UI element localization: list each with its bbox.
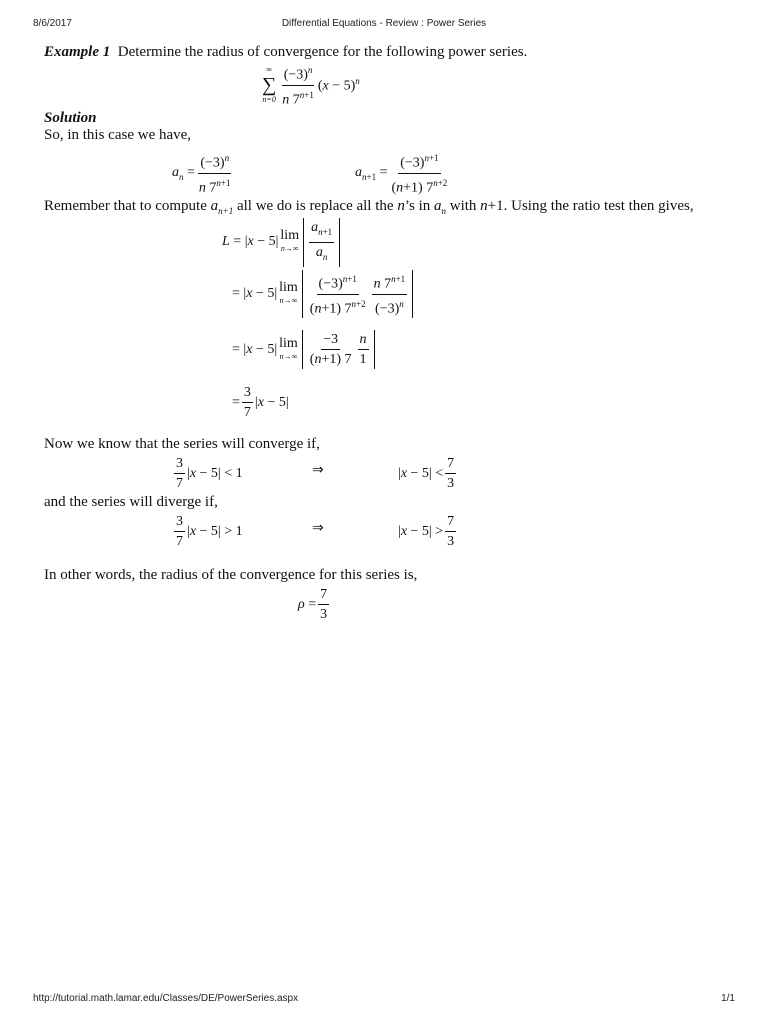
diverge-text: and the series will diverge if, <box>44 494 218 510</box>
converge-inequality-2: |x − 5| < $\frac{7}{3}$ <box>398 456 455 491</box>
series-formula: ∞ ∑ n=0 $\frac{(-3)^n}{n 7^{n+1}}$ $(x - 5)^n$ <box>262 62 360 108</box>
diverge-implies: ⇒ <box>312 521 324 536</box>
remember-paragraph: Remember that to compute $a_{n+1}$ all we do is replace all the n’s in $a_n$ with n+1. Using the ratio test then gives, <box>44 198 694 216</box>
radius-text: In other words, the radius of the convergence for this series is, <box>44 567 418 583</box>
source-url: http://tutorial.math.lamar.edu/Classes/DE/PowerSeries.aspx <box>33 993 299 1004</box>
an1-formula: $a_{n+1}$ = $\frac{(-3)^{n+1}}{(n+1) 7^{n+2}}$ <box>355 150 451 196</box>
an-formula: $a_n$ = $\frac{(-3)^n}{n 7^{n+1}}$ <box>172 150 234 196</box>
converge-inequality-1: $\frac{3}{7}$ |x − 5| < 1 <box>176 456 243 491</box>
page-number: 1/1 <box>721 993 735 1004</box>
diverge-inequality-2: |x − 5| > $\frac{7}{3}$ <box>398 514 455 549</box>
solution-heading: Solution <box>44 110 97 126</box>
print-date: 8/6/2017 <box>33 18 72 29</box>
converge-text: Now we know that the series will converge if, <box>44 436 320 452</box>
ratio-line-2: = |x − 5| lim n→∞ $\frac{(-3)^{n+1}}{(n+1) 7^{n+2}}$ $\frac{n 7^{n+1}}{(-3)^n}$ <box>232 270 415 318</box>
radius-result: ρ = $\frac{7}{3}$ <box>298 587 328 622</box>
example-label: Example 1 <box>44 44 111 60</box>
example-line <box>44 44 527 61</box>
ratio-line-4: = $\frac{3}{7}$ |x − 5| <box>232 385 289 420</box>
converge-implies: ⇒ <box>312 463 324 478</box>
ratio-line-1: L = |x − 5| lim n→∞ $\frac{a_{n+1}}{a_n}$ <box>222 218 342 267</box>
ratio-line-3: = |x − 5| lim n→∞ $\frac{-3}{(n+1) 7}$ $\frac{n}{1}$ <box>232 330 377 369</box>
solution-intro: So, in this case we have, <box>44 127 192 143</box>
example-text: Determine the radius of convergence for the following power series. <box>117 44 528 60</box>
diverge-inequality-1: $\frac{3}{7}$ |x − 5| > 1 <box>176 514 243 549</box>
print-title: Differential Equations - Review : Power Series <box>281 18 487 29</box>
